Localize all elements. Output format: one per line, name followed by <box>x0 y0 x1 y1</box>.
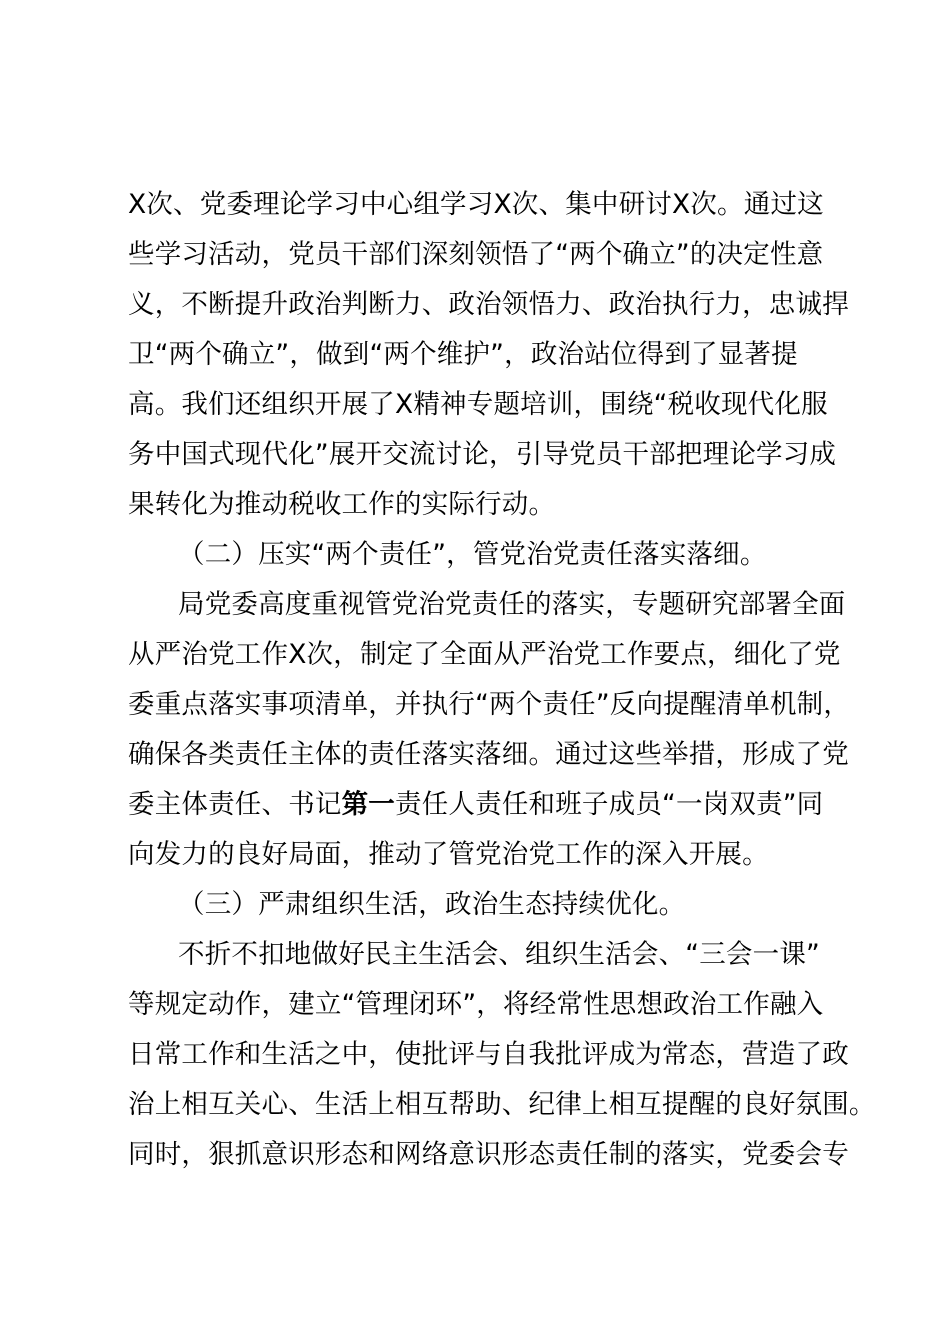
body-line-1: X次、党委理论学习中心组学习X次、集中研讨X次。通过这 <box>128 189 824 220</box>
para3-line-1: 不折不扣地做好民主生活会、组织生活会、“三会一课” <box>178 939 820 970</box>
para3-line-5: 同时，狠抓意识形态和网络意识形态责任制的落实，党委会专 <box>128 1139 849 1170</box>
para2-line-2: 从严治党工作X次，制定了全面从严治党工作要点，细化了党 <box>128 639 841 670</box>
body-line-3: 义，不断提升政治判断力、政治领悟力、政治执行力，忠诚捍 <box>128 289 849 320</box>
para2-line-5-bold: 第一 <box>341 789 396 820</box>
para2-line-5 <box>128 787 823 823</box>
para2-line-5-end: 责任人责任和班子成员“一岗双责”同 <box>395 789 824 820</box>
para3-line-3: 日常工作和生活之中，使批评与自我批评成为常态，营造了政 <box>128 1039 849 1070</box>
para2-line-4: 确保各类责任主体的责任落实落细。通过这些举措，形成了党 <box>128 739 849 770</box>
body-line-7: 果转化为推动税收工作的实际行动。 <box>128 489 556 520</box>
section-heading-3: （三）严肃组织生活，政治生态持续优化。 <box>178 889 686 920</box>
para3-line-4: 治上相互关心、生活上相互帮助、纪律上相互提醒的良好氛围。 <box>128 1089 876 1120</box>
section-heading-2: （二）压实“两个责任”，管党治党责任落实落细。 <box>178 539 767 570</box>
body-line-4: 卫“两个确立”，做到“两个维护”，政治站位得到了显著提 <box>128 339 798 370</box>
para2-line-1: 局党委高度重视管党治党责任的落实，专题研究部署全面 <box>178 589 846 620</box>
body-line-6: 务中国式现代化”展开交流讨论，引导党员干部把理论学习成 <box>128 439 837 470</box>
body-line-2: 些学习活动，党员干部们深刻领悟了“两个确立”的决定性意 <box>128 239 824 270</box>
para3-line-2: 等规定动作，建立“管理闭环”，将经常性思想政治工作融入 <box>128 989 824 1020</box>
body-line-5: 高。我们还组织开展了X精神专题培训，围绕“税收现代化服 <box>128 389 828 420</box>
para2-line-5-start: 委主体责任、书记 <box>128 789 342 820</box>
para2-line-6: 向发力的良好局面，推动了管党治党工作的深入开展。 <box>128 839 769 870</box>
para2-line-3: 委重点落实事项清单，并执行“两个责任”反向提醒清单机制， <box>128 689 851 720</box>
